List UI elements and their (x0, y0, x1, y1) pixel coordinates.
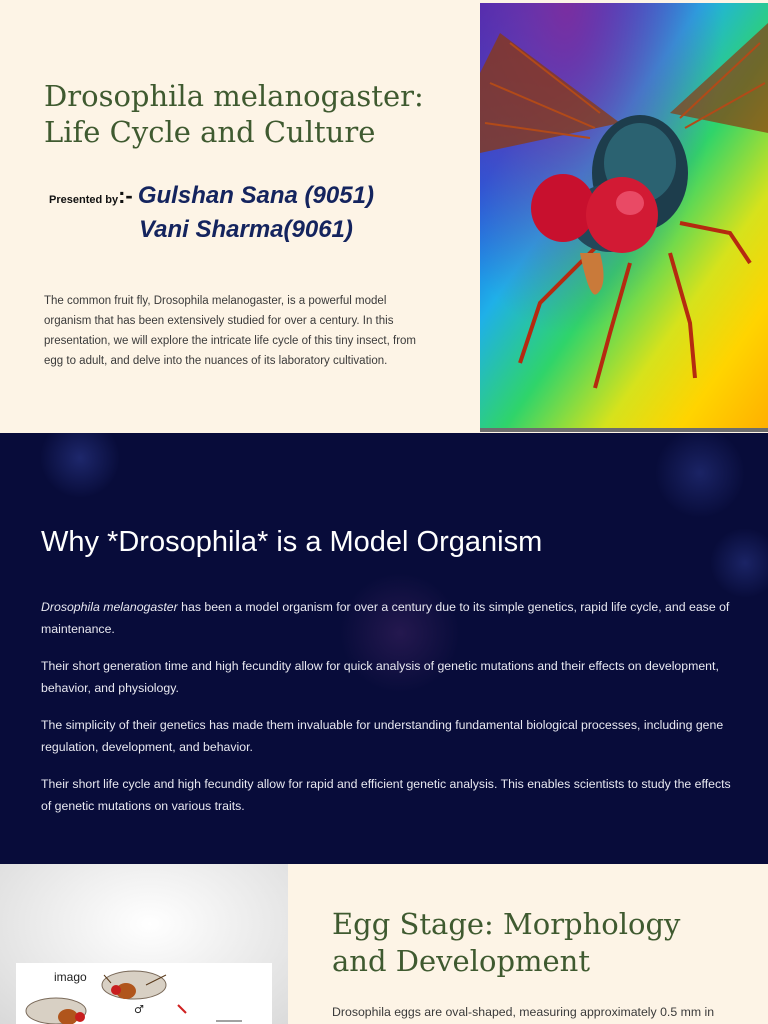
paragraph-3: The simplicity of their genetics has made them invaluable for understanding fundamental biological processes, including gene regulation, development, and behavior. (41, 718, 724, 754)
intro-paragraph: The common fruit fly, Drosophila melanogaster, is a powerful model organism that has been extensively studied for over a century. In this presentation, we will explore the intricate life cycle of this tiny insect, from egg to adult, and delve into the nuances of its laboratory cultivation. (44, 295, 416, 367)
title-slide (0, 0, 768, 433)
paragraph-1 (41, 596, 731, 640)
paragraph-1-text: has been a model organism for over a century due to its simple genetics, rapid life cycle, and ease of maintenance. (41, 600, 730, 636)
image-panel (0, 864, 288, 1024)
imago-label: imago (54, 970, 87, 984)
presenters-block (49, 182, 469, 210)
egg-stage-paragraph: Drosophila eggs are oval-shaped, measuring approximately 0.5 mm in (332, 1005, 715, 1019)
fruit-fly-photo (480, 3, 768, 428)
slide-title: Why *Drosophila* is a Model Organism (41, 526, 543, 558)
model-organism-slide (0, 433, 768, 864)
presented-by-label: Presented by (49, 194, 119, 206)
presented-by-colon: :- (118, 183, 133, 208)
fruit-fly-illustration (480, 3, 768, 428)
title-line-2: Life Cycle and Culture (44, 115, 376, 149)
presenter-2: Vani Sharma(9061) (139, 216, 353, 243)
title-line-1: Drosophila melanogaster: (44, 79, 424, 113)
species-name: Drosophila melanogaster (41, 600, 178, 614)
presenter-1: Gulshan Sana (9051) (137, 182, 374, 209)
paragraph-2: Their short generation time and high fecundity allow for quick analysis of genetic mutations and their effects on development, behavior, and physiology. (41, 659, 719, 695)
life-cycle-diagram (16, 963, 272, 1024)
slide-title (44, 78, 464, 150)
image-underline (480, 428, 768, 432)
egg-stage-slide (0, 864, 768, 1024)
slide-title: Egg Stage: Morphology and Development (332, 907, 681, 978)
male-symbol: ♂ (134, 1003, 144, 1016)
paragraph-4: Their short life cycle and high fecundity allow for rapid and efficient genetic analysis. This enables scientists to study the effects of genetic mutations on various traits. (41, 777, 731, 813)
